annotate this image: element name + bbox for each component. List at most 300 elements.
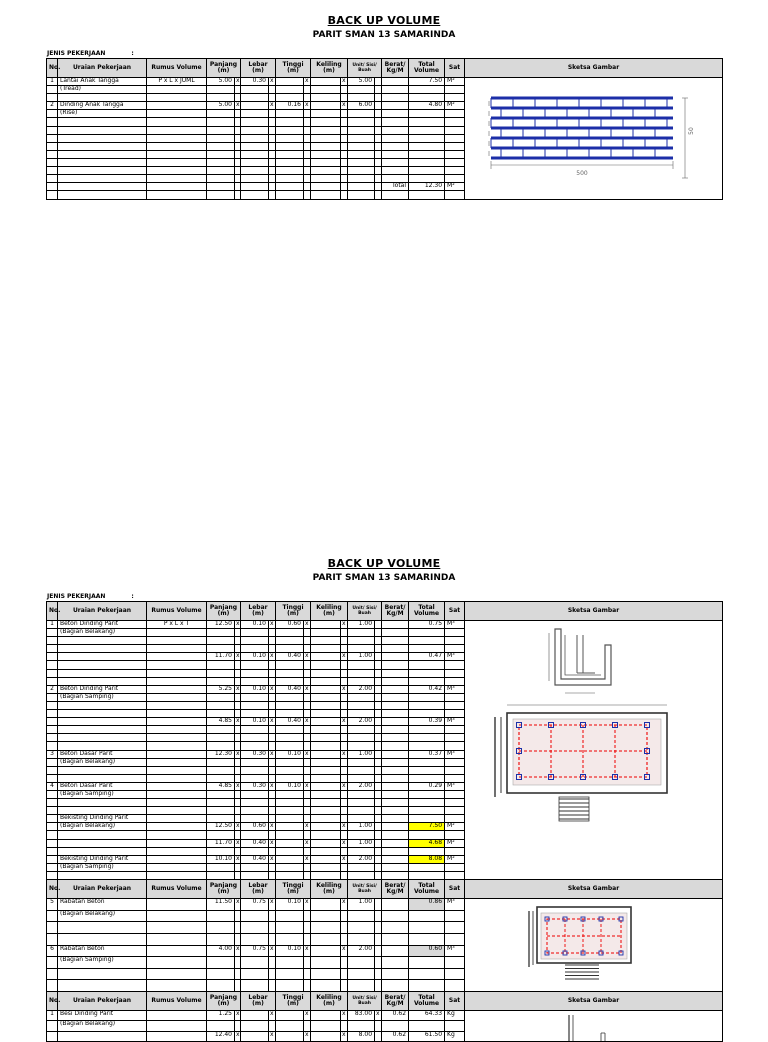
cell-sat [445, 167, 465, 175]
header-sat: Sat [445, 602, 465, 621]
table-row [47, 1011, 723, 1021]
cell-l [241, 142, 269, 150]
cell-l [241, 701, 269, 709]
cell-t [276, 118, 304, 126]
cell-t [276, 701, 304, 709]
cell-uraian [58, 766, 147, 774]
cell-p [207, 766, 235, 774]
cell-u [348, 758, 375, 766]
cell-x3: x [305, 684, 309, 692]
cell-p [207, 790, 235, 798]
cell-uraian [58, 653, 147, 661]
cell-k [311, 645, 341, 653]
cell-x4: x [341, 1011, 348, 1021]
header-tinggi: Tinggi (m) [276, 992, 311, 1011]
cell-bx [375, 910, 382, 922]
cell-x3: x [304, 899, 311, 911]
cell-l [241, 158, 269, 166]
cell-x3 [304, 669, 311, 677]
cell-tot: 64.33 [409, 1011, 445, 1021]
cell-b [382, 118, 409, 126]
cell-tot [409, 167, 445, 175]
cell-x2 [269, 799, 276, 807]
cell-rumus [147, 645, 207, 653]
cell-tot [409, 831, 445, 839]
cell-b [382, 677, 409, 685]
cell-x2 [269, 910, 276, 922]
cell-uraian [58, 871, 147, 879]
cell-k [311, 855, 341, 863]
cell-sat [445, 629, 465, 637]
cell-x3 [304, 933, 311, 945]
cell-x2 [269, 871, 276, 879]
cell-x3 [304, 134, 311, 142]
cell-b [382, 823, 409, 831]
cell-b [382, 945, 409, 957]
cell-bx [375, 701, 382, 709]
cell-u: 5.00 [348, 78, 375, 86]
jenis-pekerjaan-label: JENIS PEKERJAAN : [47, 593, 134, 600]
cell-t [276, 1011, 304, 1021]
cell-tot [409, 726, 445, 734]
cell-x2: x [270, 781, 274, 789]
cell-b [382, 750, 409, 758]
cell-t [276, 910, 304, 922]
cell-x4 [341, 1021, 348, 1031]
cell-sat [445, 863, 465, 871]
cell-x4 [341, 726, 348, 734]
cell-b [382, 726, 409, 734]
cell-x3 [304, 766, 311, 774]
cell-no [47, 855, 58, 863]
cell-no [47, 831, 58, 839]
cell-x2 [269, 693, 276, 701]
cell-sat [445, 637, 465, 645]
cell-x1: x [236, 822, 240, 830]
cell-x2 [269, 790, 276, 798]
cell-x2: x [270, 620, 274, 627]
cell-x4 [341, 86, 348, 94]
cell-bx [375, 175, 382, 183]
cell-x3: x [305, 717, 309, 725]
cell-k [311, 839, 341, 847]
cell-k [311, 1031, 341, 1041]
table-header-row [47, 602, 723, 621]
cell-k [311, 910, 341, 922]
cell-u: 2.00 [348, 718, 375, 726]
cell-x4 [341, 126, 348, 134]
cell-x1: x [236, 854, 240, 862]
cell-tot: 0.39 [409, 718, 445, 726]
cell-no [47, 726, 58, 734]
plan-fill [513, 719, 661, 785]
cell-sat [445, 693, 465, 701]
cell-rumus [147, 661, 207, 669]
header-lebar: Lebar (m) [241, 602, 276, 621]
cell-no [47, 167, 58, 175]
jenis-pekerjaan-label: JENIS PEKERJAAN : [47, 50, 134, 57]
cell-tot [409, 661, 445, 669]
cell-l: 0.60 [241, 823, 269, 831]
cell-bx [375, 158, 382, 166]
cell-u [348, 910, 375, 922]
cell-x2 [269, 933, 276, 945]
cell-l [241, 790, 269, 798]
cell-p: 12.40 [207, 1031, 235, 1041]
header-lebar: Lebar (m) [241, 880, 276, 899]
cell-p [207, 191, 235, 199]
cell-sat: M³ [445, 718, 465, 726]
cell-k [311, 758, 341, 766]
cell-uraian [58, 933, 147, 945]
page-subtitle: PARIT SMAN 13 SAMARINDA [312, 573, 456, 583]
cell-k [311, 102, 341, 110]
cell-bx [375, 968, 382, 980]
cell-l [241, 661, 269, 669]
table-header-row [47, 992, 723, 1011]
cell-l [241, 863, 269, 871]
cell-x4 [341, 693, 348, 701]
cell-b [382, 1021, 409, 1031]
cell-rumus [147, 677, 207, 685]
cell-t [276, 815, 304, 823]
cell-bx [375, 855, 382, 863]
cell-x3 [304, 922, 311, 934]
cell-uraian [58, 847, 147, 855]
cell-u: 1.00 [348, 621, 375, 629]
cell-l [241, 86, 269, 94]
cell-x2 [269, 629, 276, 637]
cell-rumus [147, 718, 207, 726]
cell-x1: x [236, 77, 240, 84]
cell-b: Total [382, 183, 409, 191]
cell-x3 [304, 831, 311, 839]
cell-x2: x [269, 899, 276, 911]
cell-no [47, 863, 58, 871]
cell-b [382, 78, 409, 86]
header-panjang: Panjang (m) [207, 992, 241, 1011]
cell-x2 [269, 766, 276, 774]
cell-t [276, 922, 304, 934]
cell-x1: x [235, 1011, 241, 1021]
cell-l [241, 637, 269, 645]
cell-b [382, 685, 409, 693]
cell-uraian: (Bagian Belakang) [58, 823, 147, 831]
cell-no [47, 790, 58, 798]
cell-x4 [341, 758, 348, 766]
cell-b [382, 807, 409, 815]
cell-p: 5.25 [207, 685, 235, 693]
cell-x4 [341, 661, 348, 669]
cell-l [241, 831, 269, 839]
cell-l [241, 766, 269, 774]
cell-l: 0.30 [241, 750, 269, 758]
cell-x4 [341, 134, 348, 142]
cell-b [382, 766, 409, 774]
cell-x4 [341, 158, 348, 166]
cell-no [47, 118, 58, 126]
cell-x4 [341, 183, 348, 191]
cell-l [241, 968, 269, 980]
header-berat: Berat/ Kg/M [382, 992, 409, 1011]
cell-p [207, 922, 235, 934]
table-row [47, 899, 723, 911]
cell-u [348, 766, 375, 774]
cell-bx [375, 782, 382, 790]
cell-k [311, 183, 341, 191]
cell-u [348, 831, 375, 839]
cell-l [241, 799, 269, 807]
cell-u: 1.00 [348, 653, 375, 661]
cell-bx [375, 78, 382, 86]
cell-bx [375, 150, 382, 158]
cell-x4 [341, 110, 348, 118]
cell-k [311, 1011, 341, 1021]
cell-p [207, 726, 235, 734]
cell-uraian [58, 183, 147, 191]
cell-u [348, 661, 375, 669]
cell-rumus [147, 750, 207, 758]
cell-bx [375, 677, 382, 685]
cell-no [47, 645, 58, 653]
cell-l [241, 734, 269, 742]
cell-no: 3 [47, 750, 58, 758]
cell-p: 11.50 [207, 899, 235, 911]
cell-u: 1.00 [348, 839, 375, 847]
cell-x3 [304, 191, 311, 199]
cell-l [241, 118, 269, 126]
cell-no [47, 637, 58, 645]
cell-x2: x [269, 1031, 276, 1041]
cell-no: 1 [47, 621, 58, 629]
cell-uraian: (Bagian Samping) [58, 957, 147, 969]
cell-k [311, 847, 341, 855]
cell-l [241, 134, 269, 142]
cell-sat [445, 86, 465, 94]
cell-sat: M² [445, 823, 465, 831]
cell-tot [409, 701, 445, 709]
cell-p [207, 957, 235, 969]
cell-x1: x [236, 781, 240, 789]
header-no: No. [47, 602, 58, 621]
header-total: Total Volume [409, 992, 445, 1011]
cell-b [382, 910, 409, 922]
cell-b [382, 621, 409, 629]
cell-tot: 0.29 [409, 782, 445, 790]
cell-b [382, 629, 409, 637]
cell-b [382, 863, 409, 871]
cell-tot [409, 910, 445, 922]
cell-u [348, 742, 375, 750]
cell-bx [375, 1031, 382, 1041]
header-unit: Unit/ Sisi/ Buah [348, 880, 382, 899]
cell-t [276, 823, 304, 831]
cell-x4 [341, 167, 348, 175]
header-unit: Unit/ Sisi/ Buah [348, 59, 382, 78]
cell-rumus [147, 1011, 207, 1021]
cell-rumus [147, 823, 207, 831]
cell-x4 [341, 191, 348, 199]
cell-x4: x [342, 717, 346, 725]
cell-uraian [58, 191, 147, 199]
cell-x4 [341, 807, 348, 815]
cell-p [207, 637, 235, 645]
cell-l [241, 150, 269, 158]
cell-tot: 0.75 [409, 621, 445, 629]
cell-p [207, 167, 235, 175]
sketch-cell [465, 1011, 723, 1042]
cell-b [382, 158, 409, 166]
cell-x2: x [270, 854, 274, 862]
cell-k [311, 823, 341, 831]
cell-rumus [147, 774, 207, 782]
cell-sat [445, 742, 465, 750]
cell-b [382, 933, 409, 945]
cell-x1: x [236, 838, 240, 846]
cell-u [348, 183, 375, 191]
cell-tot [409, 758, 445, 766]
cell-tot [409, 799, 445, 807]
cell-bx [375, 790, 382, 798]
cell-p [207, 831, 235, 839]
cell-t [276, 158, 304, 166]
cell-x4 [341, 118, 348, 126]
cell-x2 [269, 831, 276, 839]
cell-u: 2.00 [348, 782, 375, 790]
cell-k [311, 142, 341, 150]
cell-x4 [341, 701, 348, 709]
cell-x2 [269, 167, 276, 175]
table-header-row [47, 880, 723, 899]
cell-no [47, 183, 58, 191]
page-subtitle: PARIT SMAN 13 SAMARINDA [312, 30, 456, 40]
cell-uraian [58, 158, 147, 166]
cell-u [348, 922, 375, 934]
cell-rumus [147, 847, 207, 855]
cell-u [348, 799, 375, 807]
cell-sat [445, 847, 465, 855]
cell-no [47, 847, 58, 855]
cell-u [348, 701, 375, 709]
cell-rumus [147, 118, 207, 126]
header-unit: Unit/ Sisi/ Buah [348, 992, 382, 1011]
cell-no [47, 922, 58, 934]
cell-x4 [341, 766, 348, 774]
cell-no [47, 807, 58, 815]
volume-table-2 [46, 601, 723, 1042]
cell-u [348, 669, 375, 677]
cell-k [311, 831, 341, 839]
cell-b [382, 94, 409, 102]
cell-rumus [147, 957, 207, 969]
cell-rumus: P x L x T [147, 621, 207, 629]
cell-rumus [147, 94, 207, 102]
cell-u [348, 629, 375, 637]
cell-rumus [147, 839, 207, 847]
cell-bx [375, 629, 382, 637]
cell-k [311, 110, 341, 118]
cell-bx [375, 823, 382, 831]
cell-u [348, 980, 375, 992]
cell-x3 [304, 126, 311, 134]
cell-k [311, 1021, 341, 1031]
cell-p [207, 807, 235, 815]
cell-sat [445, 790, 465, 798]
cell-x3: x [305, 77, 309, 84]
cell-no [47, 86, 58, 94]
cell-x4: x [341, 899, 348, 911]
cell-t [276, 742, 304, 750]
cell-p: 1.25 [207, 1011, 235, 1021]
cell-u [348, 175, 375, 183]
cell-x1: x [235, 899, 241, 911]
sketch-cell [465, 78, 723, 200]
cell-bx [375, 980, 382, 992]
cell-t [276, 807, 304, 815]
cell-t [276, 871, 304, 879]
cell-no [47, 653, 58, 661]
cell-p [207, 799, 235, 807]
cell-uraian [58, 1031, 147, 1041]
cell-p [207, 629, 235, 637]
cell-l: 0.10 [241, 653, 269, 661]
cell-x3 [304, 863, 311, 871]
cell-uraian: (Bagian Samping) [58, 863, 147, 871]
cell-x3 [304, 968, 311, 980]
cell-uraian [58, 726, 147, 734]
cell-uraian [58, 799, 147, 807]
cell-t [276, 142, 304, 150]
cell-t [276, 847, 304, 855]
cell-l [241, 669, 269, 677]
cell-x2 [269, 758, 276, 766]
header-uraian: Uraian Pekerjaan [58, 602, 147, 621]
cell-b [382, 855, 409, 863]
cell-u [348, 158, 375, 166]
cell-tot [409, 734, 445, 742]
cell-k [311, 734, 341, 742]
cell-u: 83.00 [348, 1011, 375, 1021]
cell-t [276, 78, 304, 86]
cell-no [47, 710, 58, 718]
sketch-cell [465, 899, 723, 992]
cell-p [207, 126, 235, 134]
cell-b [382, 669, 409, 677]
cell-uraian [58, 839, 147, 847]
cell-x4 [341, 637, 348, 645]
cell-x1: x [236, 652, 240, 660]
cell-rumus [147, 726, 207, 734]
cell-tot [409, 980, 445, 992]
cell-t [276, 134, 304, 142]
cell-l: 0.75 [241, 945, 269, 957]
cell-no [47, 839, 58, 847]
cell-k [311, 766, 341, 774]
cell-u [348, 118, 375, 126]
cell-rumus [147, 183, 207, 191]
cell-sat [445, 158, 465, 166]
cell-no [47, 142, 58, 150]
cell-bx: x [375, 1011, 382, 1021]
cell-bx [375, 734, 382, 742]
cell-x4 [341, 831, 348, 839]
cell-x3 [304, 661, 311, 669]
header-berat: Berat/ Kg/M [382, 880, 409, 899]
cell-rumus [147, 126, 207, 134]
cell-t [276, 968, 304, 980]
cell-rumus [147, 150, 207, 158]
cell-rumus [147, 899, 207, 911]
